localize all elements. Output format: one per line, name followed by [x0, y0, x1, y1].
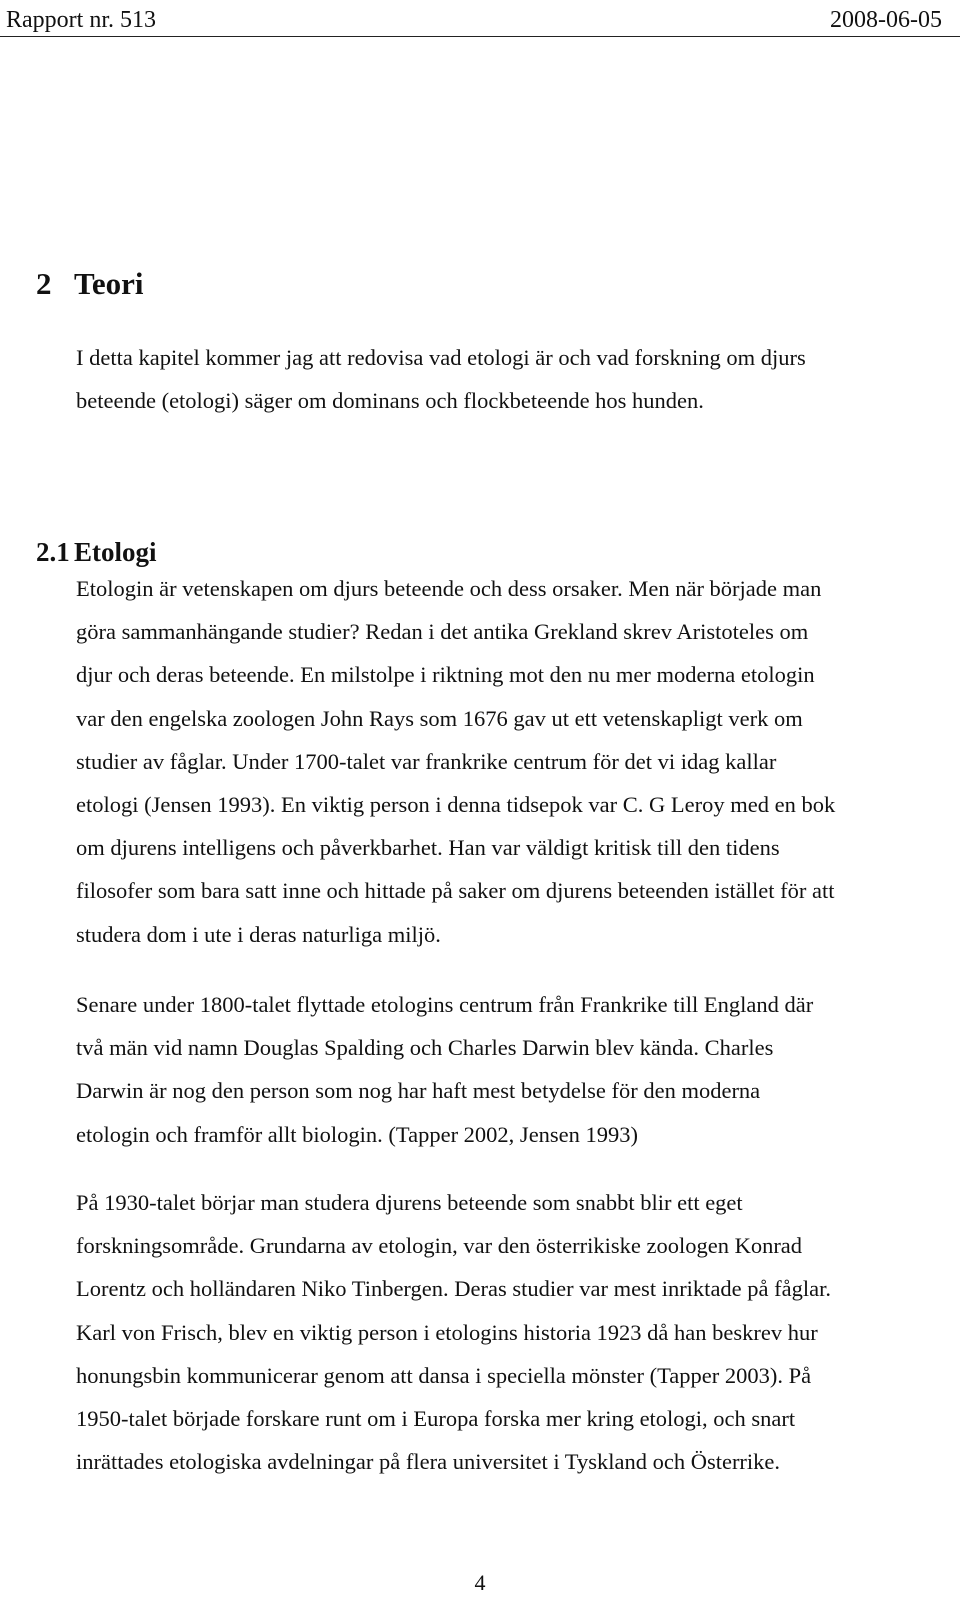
text-line: om djurens intelligens och påverkbarhet. Han var väldigt kritisk till den tidens — [76, 835, 780, 861]
text-line: Darwin är nog den person som nog har haft mest betydelse för den moderna — [76, 1078, 761, 1104]
text-line: etologin och framför allt biologin. (Tapper 2002, Jensen 1993) — [76, 1121, 639, 1147]
section-heading — [36, 264, 143, 304]
section-title: Teori — [74, 266, 144, 301]
body-paragraph — [76, 1181, 936, 1483]
text-line: På 1930-talet börjar man studera djurens beteende som snabbt blir ett eget — [76, 1190, 743, 1215]
section-intro-paragraph — [76, 336, 936, 422]
subsection-title: Etologi — [74, 537, 157, 567]
body-paragraph — [76, 983, 936, 1156]
report-date: 2008-06-05 — [830, 7, 942, 33]
text-line: Etologin är vetenskapen om djurs beteende och dess orsaker. Men när började man — [76, 576, 822, 601]
text-line: studier av fåglar. Under 1700-talet var frankrike centrum för det vi idag kallar — [76, 748, 777, 774]
subsection-number: 2.1 — [36, 537, 70, 567]
text-line: Lorentz och holländaren Niko Tinbergen. Deras studier var mest inriktade på fåglar. — [76, 1276, 831, 1302]
text-line: etologi (Jensen 1993). En viktig person i denna tidsepok var C. G Leroy med en bok — [76, 792, 836, 818]
page-header — [0, 4, 960, 37]
subsection-heading — [36, 534, 157, 570]
report-number: Rapport nr. 513 — [6, 7, 156, 33]
text-line: I detta kapitel kommer jag att redovisa vad etologi är och vad forskning om djurs — [76, 345, 806, 370]
text-line: studera dom i ute i deras naturliga miljö. — [76, 921, 441, 947]
text-line: filosofer som bara satt inne och hittade på saker om djurens beteenden istället för att — [76, 878, 835, 904]
text-line: två män vid namn Douglas Spalding och Charles Darwin blev kända. Charles — [76, 1035, 774, 1061]
text-line: djur och deras beteende. En milstolpe i riktning mot den nu mer moderna etologin — [76, 662, 815, 688]
section-number: 2 — [36, 266, 52, 301]
text-line: honungsbin kommunicerar genom att dansa i speciella mönster (Tapper 2003). På — [76, 1362, 812, 1388]
text-line: göra sammanhängande studier? Redan i det antika Grekland skrev Aristoteles om — [76, 619, 809, 645]
text-line: inrättades etologiska avdelningar på flera universitet i Tyskland och Österrike. — [76, 1449, 781, 1475]
text-line: beteende (etologi) säger om dominans och flockbeteende hos hunden. — [76, 388, 704, 414]
page-number: 4 — [474, 1570, 486, 1595]
text-line: Karl von Frisch, blev en viktig person i etologins historia 1923 då han beskrev hur — [76, 1319, 818, 1345]
text-line: forskningsområde. Grundarna av etologin, var den österrikiske zoologen Konrad — [76, 1233, 803, 1259]
text-line: var den engelska zoologen John Rays som 1676 gav ut ett vetenskapligt verk om — [76, 705, 803, 731]
body-paragraph — [76, 567, 936, 956]
text-line: 1950-talet började forskare runt om i Europa forska mer kring etologi, och snart — [76, 1406, 796, 1432]
text-line: Senare under 1800-talet flyttade etologins centrum från Frankrike till England där — [76, 992, 814, 1017]
